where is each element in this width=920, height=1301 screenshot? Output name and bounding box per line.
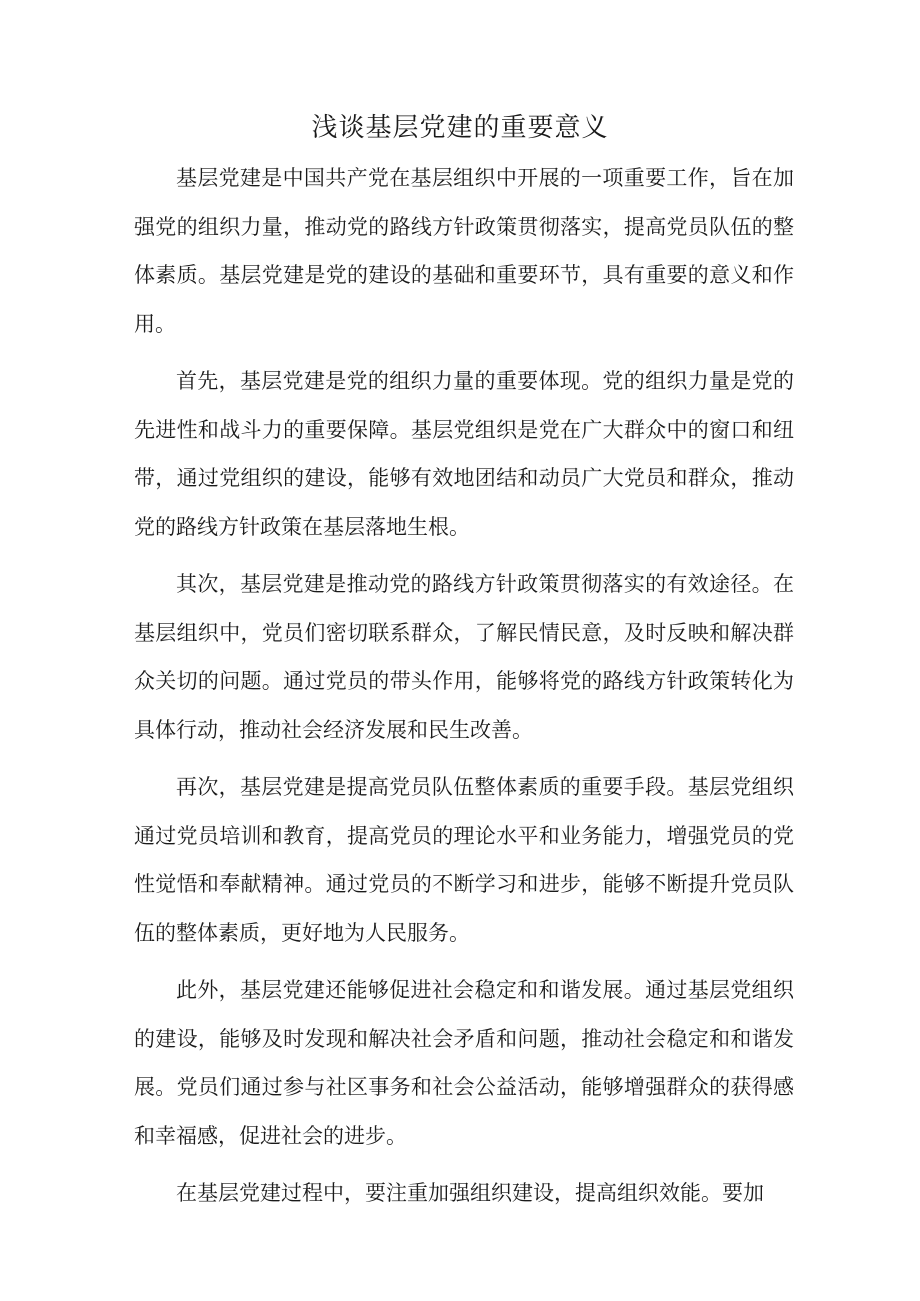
document-title: 浅谈基层党建的重要意义 xyxy=(311,113,609,143)
paragraph-first: 首先，基层党建是党的组织力量的重要体现。党的组织力量是党的先进性和战斗力的重要保障。基层党组织是党在广大群众中的窗口和纽带，通过党组织的建设，能够有效地团结和动员广大党员和群众，推动党的路线方针政策在基层落地生根。 xyxy=(134,369,794,539)
paragraph-intro: 基层党建是中国共产党在基层组织中开展的一项重要工作，旨在加强党的组织力量，推动党的路线方针政策贯彻落实，提高党员队伍的整体素质。基层党建是党的建设的基础和重要环节，具有重要的意义和作用。 xyxy=(134,166,794,336)
paragraph-additionally: 此外，基层党建还能够促进社会稳定和和谐发展。通过基层党组织的建设，能够及时发现和解决社会矛盾和问题，推动社会稳定和和谐发展。党员们通过参与社区事务和社会公益活动，能够增强群众的获得感和幸福感，促进社会的进步。 xyxy=(134,978,794,1148)
paragraph-process: 在基层党建过程中，要注重加强组织建设，提高组织效能。要加 xyxy=(176,1181,764,1205)
paragraph-second: 其次，基层党建是推动党的路线方针政策贯彻落实的有效途径。在基层组织中，党员们密切联系群众，了解民情民意，及时反映和解决群众关切的问题。通过党员的带头作用，能够将党的路线方针政策转化为具体行动，推动社会经济发展和民生改善。 xyxy=(134,572,794,742)
paragraph-third: 再次，基层党建是提高党员队伍整体素质的重要手段。基层党组织通过党员培训和教育，提高党员的理论水平和业务能力，增强党员的党性觉悟和奉献精神。通过党员的不断学习和进步，能够不断提升党员队伍的整体素质，更好地为人民服务。 xyxy=(134,775,794,945)
document-body xyxy=(134,154,794,1227)
